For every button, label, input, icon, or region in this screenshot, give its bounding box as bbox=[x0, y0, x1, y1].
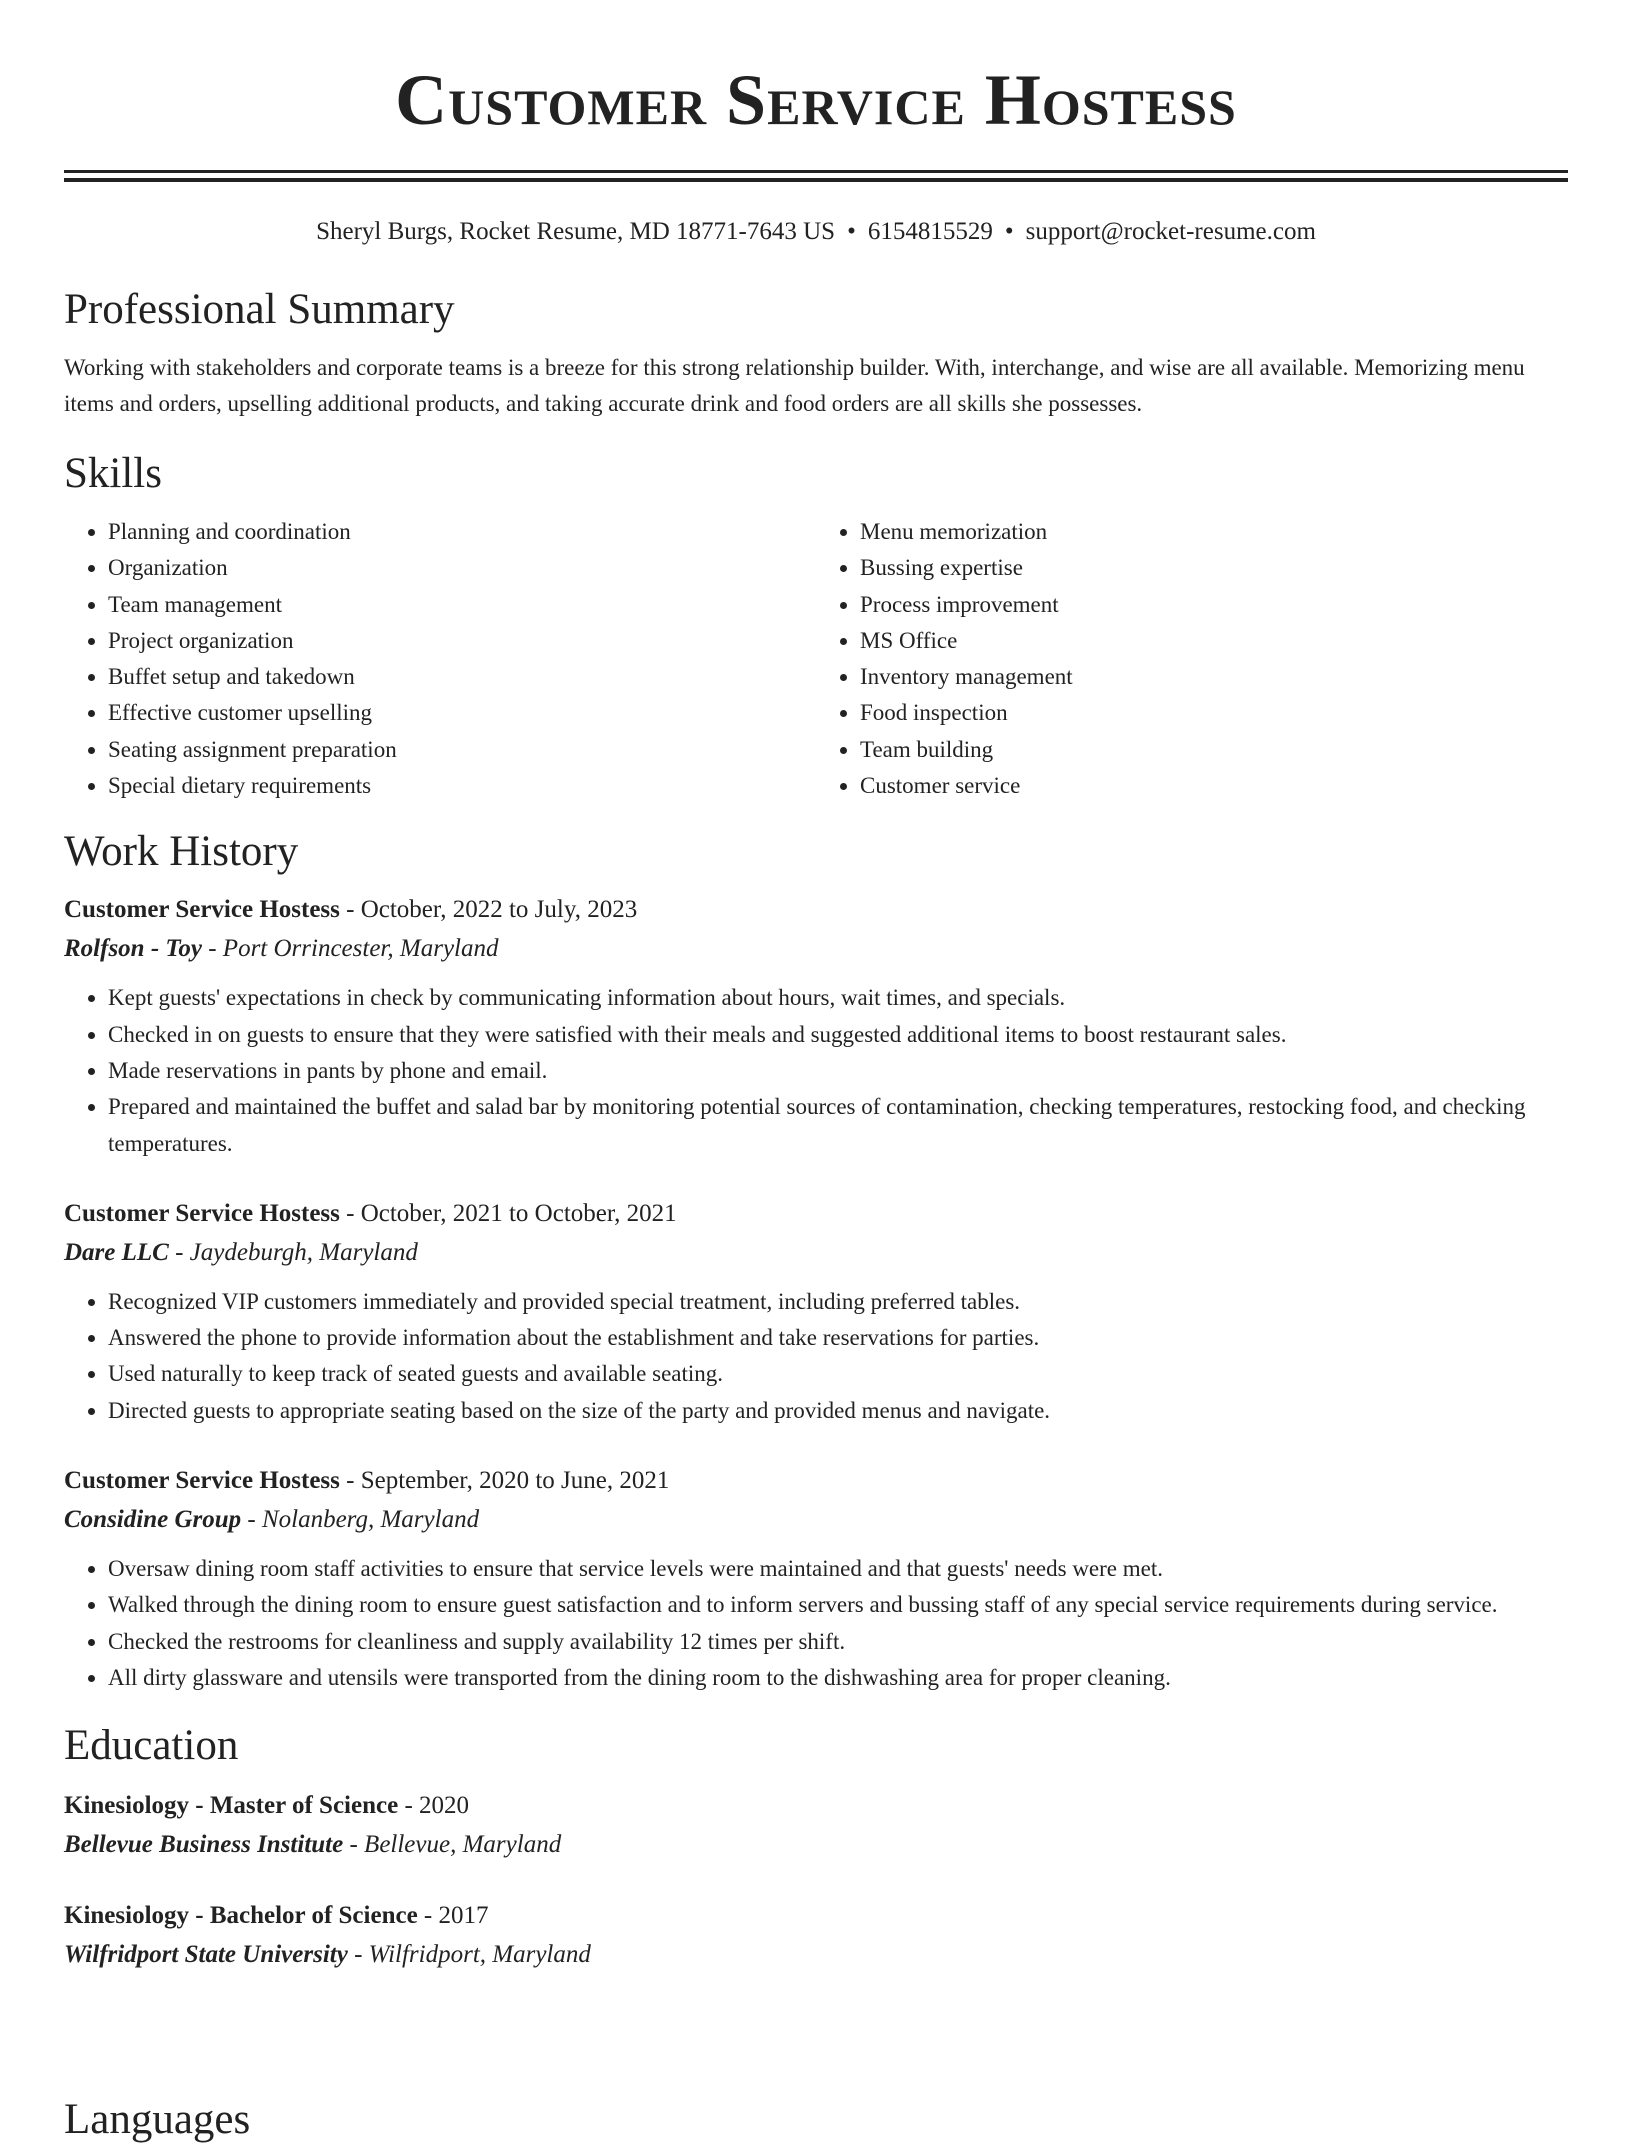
job-dates: - October, 2021 to October, 2021 bbox=[339, 1199, 677, 1227]
job-entry bbox=[64, 1461, 1568, 1696]
degree-year: - 2017 bbox=[417, 1902, 489, 1930]
job-bullet: • Kept guests' expectations in check by communicating information about hours, wait times, and specials. bbox=[108, 980, 1568, 1016]
job-bullet: • Directed guests to appropriate seating based on the size of the party and provided menus and navigate. bbox=[108, 1393, 1568, 1429]
contact-separator: • bbox=[1004, 218, 1014, 245]
summary-text: Working with stakeholders and corporate teams is a breeze for this strong relationship builder. With, interchange, and wise are all available. Memorizing menu items and orders, upselling additional products, and taking accurate drink and food orders are all skills she possesses. bbox=[64, 355, 1525, 416]
job-company-line bbox=[64, 1500, 1568, 1539]
education-entry bbox=[64, 1896, 1568, 1974]
job-bullet: • Walked through the dining room to ensure guest satisfaction and to inform servers and bussing staff of any special service requirements during service. bbox=[108, 1587, 1568, 1623]
contact-address: Sheryl Burgs, Rocket Resume, MD 18771-7643 US bbox=[316, 218, 836, 245]
skill-item: • Effective customer upselling bbox=[108, 695, 816, 731]
school-location: - Bellevue, Maryland bbox=[343, 1831, 562, 1859]
job-dates: - September, 2020 to June, 2021 bbox=[339, 1467, 670, 1495]
job-company-line bbox=[64, 929, 1568, 968]
skill-item: • Planning and coordination bbox=[108, 514, 816, 550]
skill-item: • Project organization bbox=[108, 623, 816, 659]
job-location: - Port Orrincester, Maryland bbox=[201, 935, 499, 963]
job-bullets bbox=[64, 980, 1568, 1161]
job-bullet: • Checked the restrooms for cleanliness and supply availability 12 times per shift. bbox=[108, 1624, 1568, 1660]
contact-line bbox=[64, 216, 1568, 248]
skills-heading: Skills bbox=[64, 450, 162, 497]
degree: Kinesiology - Master of Science bbox=[64, 1792, 399, 1820]
job-title-line bbox=[64, 1194, 1568, 1233]
skill-item: • Team management bbox=[108, 587, 816, 623]
work-history-heading: Work History bbox=[64, 828, 299, 876]
contact-email: support@rocket-resume.com bbox=[1025, 218, 1316, 245]
job-bullet: • Used naturally to keep track of seated guests and available seating. bbox=[108, 1356, 1568, 1392]
job-entry bbox=[64, 890, 1568, 1161]
job-company-line bbox=[64, 1233, 1568, 1272]
job-bullet: • Answered the phone to provide information about the establishment and take reservations for parties. bbox=[108, 1320, 1568, 1356]
job-company: Considine Group bbox=[64, 1506, 242, 1534]
job-bullet: • Recognized VIP customers immediately and provided special treatment, including preferred tables. bbox=[108, 1284, 1568, 1320]
job-dates: - October, 2022 to July, 2023 bbox=[339, 896, 638, 924]
school-location: - Wilfridport, Maryland bbox=[347, 1941, 591, 1969]
skill-item: • Process improvement bbox=[860, 587, 1568, 623]
job-bullet: • Checked in on guests to ensure that they were satisfied with their meals and suggested additional items to boost restaurant sales. bbox=[108, 1017, 1568, 1053]
contact-separator: • bbox=[847, 218, 856, 245]
job-company: Dare LLC bbox=[64, 1238, 169, 1266]
job-entry bbox=[64, 1194, 1568, 1429]
job-bullet: • Prepared and maintained the buffet and salad bar by monitoring potential sources of contamination, checking temperatures, restocking food, and checking temperatures. bbox=[108, 1089, 1568, 1162]
skill-item: • Organization bbox=[108, 550, 816, 586]
job-location: - Nolanberg, Maryland bbox=[241, 1506, 480, 1534]
job-title: Customer Service Hostess bbox=[64, 1467, 340, 1495]
skills-column-left bbox=[64, 514, 816, 804]
skill-item: • Seating assignment preparation bbox=[108, 732, 816, 768]
school-line bbox=[64, 1825, 1568, 1864]
skill-item: • Bussing expertise bbox=[860, 550, 1568, 586]
job-title-line bbox=[64, 890, 1568, 929]
skill-item: • MS Office bbox=[860, 623, 1568, 659]
degree-year: - 2020 bbox=[398, 1792, 470, 1820]
job-title-line bbox=[64, 1461, 1568, 1500]
job-bullets bbox=[64, 1551, 1568, 1696]
title-divider bbox=[64, 170, 1568, 182]
school-line bbox=[64, 1935, 1568, 1974]
job-title: Customer Service Hostess bbox=[64, 896, 340, 924]
skill-item: • Team building bbox=[860, 732, 1568, 768]
summary-heading: Professional Summary bbox=[64, 286, 455, 333]
degree: Kinesiology - Bachelor of Science bbox=[64, 1902, 418, 1930]
job-company: Rolfson - Toy bbox=[64, 935, 202, 963]
skill-item: • Food inspection bbox=[860, 695, 1568, 731]
skill-item: • Special dietary requirements bbox=[108, 768, 816, 804]
education-entry bbox=[64, 1786, 1568, 1864]
skill-item: • Inventory management bbox=[860, 659, 1568, 695]
skill-item: • Buffet setup and takedown bbox=[108, 659, 816, 695]
school: Bellevue Business Institute bbox=[64, 1831, 344, 1859]
education-heading: Education bbox=[64, 1722, 239, 1770]
contact-phone: 6154815529 bbox=[867, 218, 993, 245]
skills-column-right bbox=[816, 514, 1568, 804]
skill-item: • Customer service bbox=[860, 768, 1568, 804]
skill-item: • Menu memorization bbox=[860, 514, 1568, 550]
job-title: Customer Service Hostess bbox=[64, 1199, 340, 1227]
resume-title: Customer Service Hostess bbox=[395, 60, 1237, 140]
job-bullet: • All dirty glassware and utensils were transported from the dining room to the dishwashing area for proper cleaning. bbox=[108, 1660, 1568, 1696]
degree-line bbox=[64, 1786, 1568, 1825]
languages-heading: Languages bbox=[64, 2096, 251, 2143]
school: Wilfridport State University bbox=[64, 1941, 348, 1969]
job-bullet: • Made reservations in pants by phone and email. bbox=[108, 1053, 1568, 1089]
job-bullets bbox=[64, 1284, 1568, 1429]
skills-list bbox=[64, 514, 1568, 804]
degree-line bbox=[64, 1896, 1568, 1935]
job-location: - Jaydeburgh, Maryland bbox=[168, 1238, 418, 1266]
job-bullet: • Oversaw dining room staff activities to ensure that service levels were maintained and that guests' needs were met. bbox=[108, 1551, 1568, 1587]
